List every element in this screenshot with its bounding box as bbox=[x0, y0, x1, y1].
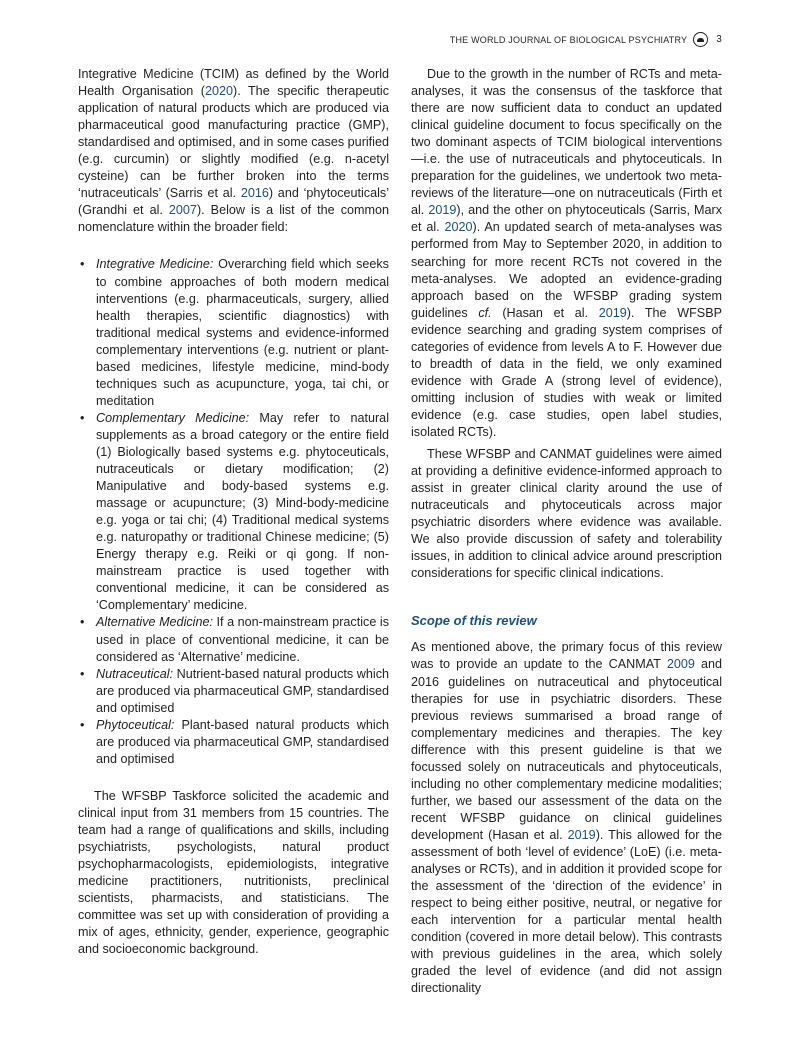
list-item-term: Integrative Medicine: bbox=[96, 257, 214, 272]
citation-link[interactable]: 2019 bbox=[567, 827, 596, 842]
list-item-term: Complementary Medicine: bbox=[96, 410, 250, 425]
list-item-text: Nutrient-based natural products which are produced via pharmaceutical GMP, standardised and optimised bbox=[96, 666, 389, 715]
list-item-term: Alternative Medicine: bbox=[96, 615, 213, 630]
citation-link[interactable]: 2020 bbox=[205, 84, 234, 99]
citation-link[interactable]: 2009 bbox=[666, 657, 695, 672]
taskforce-paragraph: The WFSBP Taskforce solicited the academic and clinical input from 31 members from 15 countries. The team had a range of qualifications and skills, including psychiatrists, psychologists, natural product psychopharmacologists, epidemiologists, integrative medicine practitioners, nutritionists, preclinical scientists, pharmacists, and statisticians. The committee was set up with consideration of providing a mix of ages, ethnicity, gender, experience, geographic and socioeconomic background. bbox=[78, 788, 389, 957]
right-column bbox=[411, 66, 722, 997]
page-number: 3 bbox=[716, 34, 722, 45]
scope-paragraph: As mentioned above, the primary focus of this review was to provide an update to the CANMAT 2009 and 2016 guidelines on nutraceutical and phytoceutical therapies for use in psychiatric disorders. These previous reviews summarised a broad range of complementary medicines and therapies. The key difference with this present guideline is that we focussed solely on nutraceuticals and phytoceuticals, including no other complementary medicine modalities; further, we based our assessment of the data on the recent WFSBP guidance on clinical guidelines development (Hasan et al. 2019). This allowed for the assessment of both ‘level of evidence’ (LoE) (i.e. meta-analyses or RCTs), and in addition it provided scope for the assessment of the ‘direction of the evidence’ in respect to being either positive, neutral, or negative for each intervention for a particular mental health condition (covered in more detail below). This contrasts with previous guidelines in the area, which solely graded the level of evidence (and did not assign directionality bbox=[411, 640, 722, 996]
citation-link[interactable]: 2016 bbox=[240, 186, 269, 201]
list-item bbox=[78, 717, 389, 768]
intro-paragraph: Integrative Medicine (TCIM) as defined by the World Health Organisation (2020). The specific therapeutic application of natural products which are produced via pharmaceutical good manufacturing practice (GMP), standardised and optimised, and in some cases purified (e.g. curcumin) or slightly modified (e.g. n-acetyl cysteine) can be further broken into the terms ‘nutraceuticals’ (Sarris et al. 2016) and ‘phytoceuticals’ (Grandhi et al. 2007). Below is a list of the common nomenclature within the broader field: bbox=[78, 67, 389, 235]
aims-paragraph: These WFSBP and CANMAT guidelines were aimed at providing a definitive evidence-informed approach to assist in greater clinical clarity around the use of nutraceuticals and phytoceuticals across major psychiatric disorders where evidence was available. We also provide discussion of safety and tolerability issues, in addition to clinical advice around prescription considerations for specific clinical indications. bbox=[411, 447, 722, 581]
list-item-term: Nutraceutical: bbox=[96, 666, 173, 681]
citation-link[interactable]: 2020 bbox=[444, 220, 473, 235]
journal-logo-icon bbox=[693, 32, 708, 47]
nomenclature-list bbox=[78, 256, 389, 767]
list-item bbox=[78, 614, 389, 665]
list-item-text: Overarching field which seeks to combine approaches of both modern medical interventions (e.g. pharmaceuticals, surgery, allied health therapies, scientific diagnostics) with traditional medical systems and evidence-informed complementary interventions (e.g. nutrient or plant-based medicines, lifestyle medicine, mind-body techniques such as acupuncture, yoga, tai chi, or meditation bbox=[96, 257, 389, 408]
running-header bbox=[450, 32, 722, 47]
list-item-text: May refer to natural supplements as a broad category or the entire field (1) Biologically based systems e.g. phytoceuticals, nutraceuticals or dietary modification; (2) Manipulative and body-based systems e.g. massage or acupuncture; (3) Mind-body-medicine e.g. yoga or tai chi; (4) Traditional medical systems e.g. naturopathy or traditional Chinese medicine; (5) Energy therapy e.g. Reiki or qi gong. If non-mainstream practice is used together with conventional medicine, it can be considered as ‘Complementary’ medicine. bbox=[96, 410, 389, 613]
journal-title: THE WORLD JOURNAL OF BIOLOGICAL PSYCHIATRY bbox=[449, 34, 688, 45]
citation-link[interactable]: 2019 bbox=[428, 203, 457, 218]
citation-link[interactable]: 2007 bbox=[168, 203, 197, 218]
list-item bbox=[78, 410, 389, 615]
left-column bbox=[78, 66, 389, 958]
list-item bbox=[78, 256, 389, 409]
list-item-term: Phytoceutical: bbox=[96, 717, 175, 732]
list-item bbox=[78, 666, 389, 717]
list-item-text: Plant-based natural products which are produced via pharmaceutical GMP, standardised and optimised bbox=[96, 717, 389, 766]
section-heading: Scope of this review bbox=[411, 613, 537, 629]
rationale-paragraph: Due to the growth in the number of RCTs and meta-analyses, it was the consensus of the taskforce that there are now sufficient data to conduct an updated clinical guideline document to focus specifically on the two dominant aspects of TCIM biological interventions—i.e. the use of nutraceuticals and phytoceuticals. In preparation for the guidelines, we undertook two meta-reviews of the literature—one on nutraceuticals (Firth et al. 2019), and the other on phytoceuticals (Sarris, Marx et al. 2020). An updated search of meta-analyses was performed from May to September 2020, in addition to searching for more recent RCTs not covered in the meta-analyses. We adopted an evidence-grading approach based on the WFSBP grading system guidelines cf. (Hasan et al. 2019). The WFSBP evidence searching and grading system comprises of categories of evidence from levels A to F. However due to breadth of data in the field, we only examined evidence with Grade A (strong level of evidence), omitting inclusion of studies with weak or limited evidence (e.g. case studies, open label studies, isolated RCTs). bbox=[411, 67, 722, 439]
list-item-text: If a non-mainstream practice is used in place of conventional medicine, it can be considered as ‘Alternative’ medicine. bbox=[96, 615, 389, 664]
citation-link[interactable]: 2019 bbox=[598, 305, 627, 320]
